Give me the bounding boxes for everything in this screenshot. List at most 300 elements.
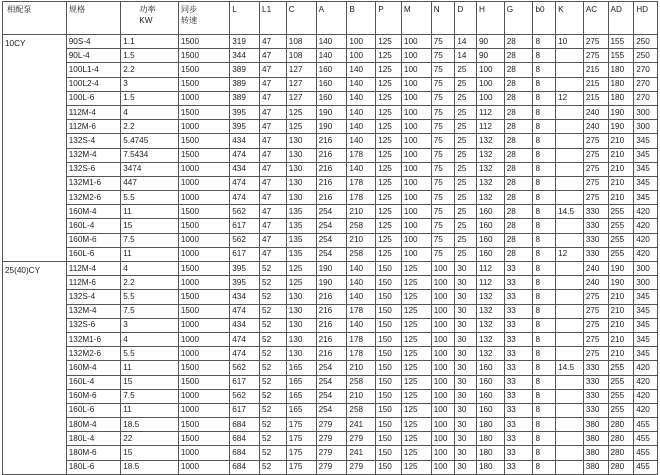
table-cell: 112 [476, 276, 504, 290]
table-cell: 125 [376, 134, 402, 148]
table-cell: 130 [286, 162, 316, 176]
table-cell: 241 [347, 418, 376, 432]
table-cell: 33 [504, 432, 533, 446]
table-cell: 160 [316, 91, 347, 105]
table-cell: 150 [376, 262, 402, 276]
column-header [583, 2, 608, 35]
table-cell: 150 [376, 403, 402, 417]
table-cell: 160 [476, 205, 504, 219]
table-cell: 210 [608, 134, 634, 148]
table-cell: 420 [634, 361, 658, 375]
table-cell: 125 [376, 176, 402, 190]
column-header [286, 2, 316, 35]
table-cell: 100 [401, 91, 431, 105]
table-row [3, 35, 658, 49]
table-cell: 130 [286, 347, 316, 361]
column-header [178, 2, 229, 35]
table-cell: 1500 [178, 49, 229, 63]
table-cell: 28 [504, 77, 533, 91]
table-cell: 1000 [178, 332, 229, 346]
table-cell: 617 [230, 247, 260, 261]
table-cell: 12 [556, 247, 584, 261]
table-cell: 300 [634, 262, 658, 276]
table-cell [556, 304, 584, 318]
table-cell: 270 [634, 77, 658, 91]
table-cell: 8 [533, 247, 556, 261]
table-cell: 180 [608, 77, 634, 91]
table-cell: 210 [347, 389, 376, 403]
table-cell: 210 [347, 205, 376, 219]
table-row [3, 247, 658, 261]
table-cell: 130 [286, 191, 316, 205]
table-cell: 100 [347, 49, 376, 63]
table-cell: 180M-4 [66, 418, 120, 432]
table-cell: 25 [455, 247, 477, 261]
table-cell: 330 [583, 247, 608, 261]
table-cell: 125 [286, 120, 316, 134]
table-cell: 140 [347, 120, 376, 134]
pump-model-cell: 25(40)CY [3, 262, 67, 475]
table-cell: 255 [608, 219, 634, 233]
table-cell: 275 [583, 148, 608, 162]
column-header-label: H [478, 5, 485, 14]
table-cell: 254 [316, 361, 347, 375]
table-cell: 112M-4 [66, 105, 120, 119]
table-cell: 125 [401, 276, 431, 290]
table-cell: 275 [583, 347, 608, 361]
table-cell: 1500 [178, 35, 229, 49]
table-cell: 47 [260, 176, 287, 190]
table-cell: 150 [376, 332, 402, 346]
table-cell: 47 [260, 105, 287, 119]
table-cell: 100 [431, 446, 455, 460]
table-cell: 112 [476, 105, 504, 119]
table-cell: 216 [316, 318, 347, 332]
table-cell: 25 [455, 162, 477, 176]
table-cell: 132 [476, 347, 504, 361]
table-cell: 100 [431, 318, 455, 332]
column-header [316, 2, 347, 35]
pump-model-cell: 10CY [3, 35, 67, 262]
table-cell: 175 [286, 432, 316, 446]
column-header [347, 2, 376, 35]
table-cell: 100L1-4 [66, 63, 120, 77]
table-cell: 135 [286, 205, 316, 219]
table-cell: 250 [634, 49, 658, 63]
table-cell: 254 [316, 375, 347, 389]
table-cell: 28 [504, 120, 533, 134]
table-cell: 52 [260, 389, 287, 403]
table-cell: 474 [230, 304, 260, 318]
table-cell: 100 [401, 233, 431, 247]
table-cell: 345 [634, 134, 658, 148]
table-cell: 434 [230, 318, 260, 332]
table-cell: 345 [634, 347, 658, 361]
table-cell: 132 [476, 318, 504, 332]
table-cell: 100 [431, 375, 455, 389]
table-cell: 180 [476, 460, 504, 474]
motor-dimension-table [2, 1, 658, 475]
table-cell: 165 [286, 403, 316, 417]
table-cell: 125 [376, 120, 402, 134]
table-cell: 254 [316, 389, 347, 403]
table-cell: 100 [431, 304, 455, 318]
table-cell: 250 [634, 35, 658, 49]
table-cell: 28 [504, 91, 533, 105]
table-cell: 562 [230, 233, 260, 247]
table-cell: 160 [476, 247, 504, 261]
table-cell [556, 63, 584, 77]
table-cell: 1000 [178, 162, 229, 176]
table-cell: 33 [504, 332, 533, 346]
table-cell: 52 [260, 276, 287, 290]
table-cell: 1000 [178, 318, 229, 332]
table-cell: 389 [230, 63, 260, 77]
table-cell [556, 460, 584, 474]
table-cell: 190 [316, 276, 347, 290]
table-cell [556, 446, 584, 460]
table-cell: 190 [608, 120, 634, 134]
table-cell: 75 [431, 219, 455, 233]
table-cell: 90 [476, 35, 504, 49]
table-cell: 275 [583, 290, 608, 304]
table-cell: 1.5 [121, 91, 179, 105]
table-cell: 389 [230, 91, 260, 105]
table-cell: 28 [504, 35, 533, 49]
table-cell: 30 [455, 446, 477, 460]
table-cell: 216 [316, 304, 347, 318]
table-cell: 240 [583, 276, 608, 290]
table-cell: 150 [376, 389, 402, 403]
table-cell: 75 [431, 35, 455, 49]
table-cell: 130 [286, 176, 316, 190]
table-cell: 210 [608, 162, 634, 176]
table-cell: 130 [286, 304, 316, 318]
table-row [3, 347, 658, 361]
column-header-label: 同步 [180, 5, 198, 14]
table-cell: 125 [401, 361, 431, 375]
table-row [3, 332, 658, 346]
table-cell: 25 [455, 91, 477, 105]
table-cell: 160L-4 [66, 375, 120, 389]
table-row [3, 91, 658, 105]
table-cell: 132 [476, 332, 504, 346]
table-cell: 75 [431, 162, 455, 176]
table-cell: 210 [608, 148, 634, 162]
table-cell: 420 [634, 205, 658, 219]
table-cell: 275 [583, 332, 608, 346]
table-cell: 8 [533, 432, 556, 446]
table-cell: 380 [583, 418, 608, 432]
table-cell: 25 [455, 219, 477, 233]
table-cell: 8 [533, 105, 556, 119]
table-cell: 125 [401, 446, 431, 460]
table-cell: 132M-4 [66, 148, 120, 162]
table-cell: 52 [260, 347, 287, 361]
table-cell: 140 [347, 91, 376, 105]
column-header [260, 2, 287, 35]
table-cell: 474 [230, 332, 260, 346]
table-cell: 100 [401, 148, 431, 162]
table-cell: 132 [476, 176, 504, 190]
table-cell: 395 [230, 276, 260, 290]
table-cell: 155 [608, 49, 634, 63]
table-cell: 617 [230, 219, 260, 233]
table-cell: 33 [504, 446, 533, 460]
table-cell: 33 [504, 262, 533, 276]
column-header [431, 2, 455, 35]
table-cell: 125 [286, 276, 316, 290]
table-cell: 75 [431, 63, 455, 77]
table-cell: 25 [455, 233, 477, 247]
table-row [3, 162, 658, 176]
table-cell: 279 [316, 460, 347, 474]
table-cell: 240 [583, 120, 608, 134]
table-cell: 270 [634, 91, 658, 105]
table-cell: 15 [121, 219, 179, 233]
table-cell [556, 332, 584, 346]
table-cell: 30 [455, 332, 477, 346]
table-cell: 108 [286, 49, 316, 63]
table-cell: 395 [230, 105, 260, 119]
table-cell: 2.2 [121, 120, 179, 134]
table-cell: 280 [608, 418, 634, 432]
table-cell: 279 [347, 432, 376, 446]
table-cell: 22 [121, 432, 179, 446]
table-cell: 160M-4 [66, 361, 120, 375]
table-cell: 180M-6 [66, 446, 120, 460]
column-header-label: KW [139, 16, 153, 25]
table-cell: 25 [455, 134, 477, 148]
table-container [2, 1, 658, 475]
table-cell: 15 [121, 446, 179, 460]
table-cell: 160 [476, 389, 504, 403]
column-header-label: D [457, 5, 464, 14]
table-cell: 125 [376, 49, 402, 63]
column-header-label: AC [585, 5, 598, 14]
table-cell: 112 [476, 120, 504, 134]
table-cell: 150 [376, 375, 402, 389]
table-cell: 190 [608, 105, 634, 119]
table-cell: 300 [634, 105, 658, 119]
table-cell: 130 [286, 148, 316, 162]
table-cell: 100 [431, 432, 455, 446]
table-cell: 150 [376, 460, 402, 474]
table-cell [556, 389, 584, 403]
column-header-label: 功率 [139, 5, 156, 14]
table-cell: 52 [260, 332, 287, 346]
table-cell: 344 [230, 49, 260, 63]
table-cell: 160M-6 [66, 389, 120, 403]
table-cell: 52 [260, 290, 287, 304]
table-row [3, 49, 658, 63]
table-cell: 8 [533, 77, 556, 91]
table-cell: 150 [376, 318, 402, 332]
column-header [476, 2, 504, 35]
table-cell: 380 [583, 432, 608, 446]
table-cell: 25 [455, 148, 477, 162]
table-cell: 132S-4 [66, 290, 120, 304]
table-cell: 455 [634, 460, 658, 474]
table-cell: 684 [230, 418, 260, 432]
table-cell: 617 [230, 403, 260, 417]
table-cell: 125 [376, 77, 402, 91]
table-cell: 140 [347, 276, 376, 290]
table-cell: 33 [504, 304, 533, 318]
table-cell: 160 [316, 63, 347, 77]
table-cell: 150 [376, 304, 402, 318]
table-cell: 132 [476, 290, 504, 304]
table-cell: 100 [401, 63, 431, 77]
table-cell: 47 [260, 91, 287, 105]
table-cell: 562 [230, 361, 260, 375]
table-cell: 175 [286, 446, 316, 460]
table-cell: 125 [376, 148, 402, 162]
table-cell: 140 [347, 134, 376, 148]
table-cell: 30 [455, 460, 477, 474]
table-cell: 8 [533, 290, 556, 304]
table-cell: 455 [634, 418, 658, 432]
table-cell: 8 [533, 35, 556, 49]
table-cell: 8 [533, 162, 556, 176]
table-cell: 30 [455, 403, 477, 417]
table-cell: 125 [401, 262, 431, 276]
table-cell: 165 [286, 375, 316, 389]
table-cell: 132M2-6 [66, 347, 120, 361]
table-cell: 25 [455, 77, 477, 91]
table-cell: 160 [476, 219, 504, 233]
table-cell: 8 [533, 276, 556, 290]
table-cell: 210 [608, 347, 634, 361]
table-cell: 5.5 [121, 191, 179, 205]
table-cell: 100 [431, 361, 455, 375]
table-cell: 1000 [178, 389, 229, 403]
table-cell: 1000 [178, 247, 229, 261]
table-cell: 132 [476, 191, 504, 205]
column-header [504, 2, 533, 35]
table-cell: 125 [286, 262, 316, 276]
table-cell: 14 [455, 35, 477, 49]
table-cell: 18.5 [121, 418, 179, 432]
table-cell: 125 [401, 432, 431, 446]
table-cell: 180 [608, 63, 634, 77]
table-cell: 210 [608, 176, 634, 190]
table-cell: 150 [376, 432, 402, 446]
table-cell: 140 [316, 49, 347, 63]
table-cell: 216 [316, 176, 347, 190]
table-cell: 684 [230, 432, 260, 446]
table-cell: 7.5 [121, 233, 179, 247]
table-cell: 112M-4 [66, 262, 120, 276]
table-cell: 52 [260, 403, 287, 417]
table-row [3, 105, 658, 119]
table-cell: 100L-6 [66, 91, 120, 105]
table-cell [556, 318, 584, 332]
table-cell: 395 [230, 262, 260, 276]
table-cell: 330 [583, 219, 608, 233]
table-cell [556, 233, 584, 247]
table-cell: 455 [634, 432, 658, 446]
table-cell: 100 [431, 347, 455, 361]
table-cell: 447 [121, 176, 179, 190]
table-cell: 30 [455, 347, 477, 361]
table-row [3, 63, 658, 77]
table-cell: 258 [347, 375, 376, 389]
table-cell: 8 [533, 205, 556, 219]
table-cell: 178 [347, 347, 376, 361]
table-cell: 75 [431, 91, 455, 105]
table-cell: 52 [260, 361, 287, 375]
table-cell: 25 [455, 63, 477, 77]
table-cell: 254 [316, 403, 347, 417]
table-cell: 100 [401, 49, 431, 63]
table-cell: 100 [401, 134, 431, 148]
table-cell: 210 [347, 233, 376, 247]
table-cell: 1500 [178, 304, 229, 318]
table-cell: 100 [431, 460, 455, 474]
table-cell: 4 [121, 105, 179, 119]
table-cell: 8 [533, 403, 556, 417]
table-cell: 160M-4 [66, 205, 120, 219]
table-row [3, 375, 658, 389]
table-cell: 275 [583, 318, 608, 332]
table-cell: 25 [455, 176, 477, 190]
table-cell: 216 [316, 162, 347, 176]
table-cell: 33 [504, 276, 533, 290]
table-cell: 100 [431, 418, 455, 432]
table-cell: 254 [316, 219, 347, 233]
table-cell: 178 [347, 176, 376, 190]
table-cell: 160 [476, 361, 504, 375]
table-cell: 47 [260, 49, 287, 63]
table-cell: 345 [634, 318, 658, 332]
column-header-label: B [349, 5, 355, 14]
table-cell: 140 [347, 63, 376, 77]
table-cell: 150 [376, 290, 402, 304]
table-cell: 47 [260, 35, 287, 49]
table-cell: 1500 [178, 205, 229, 219]
table-cell: 160 [476, 233, 504, 247]
table-cell: 1.5 [121, 49, 179, 63]
column-header-label: AD [610, 5, 622, 14]
table-cell [556, 49, 584, 63]
table-cell [556, 432, 584, 446]
table-row [3, 318, 658, 332]
table-cell: 4 [121, 332, 179, 346]
table-cell: 160L-6 [66, 247, 120, 261]
table-cell: 150 [376, 276, 402, 290]
table-cell: 2.2 [121, 276, 179, 290]
table-row [3, 219, 658, 233]
table-cell [556, 276, 584, 290]
table-cell: 275 [583, 35, 608, 49]
table-cell: 11 [121, 361, 179, 375]
column-header [401, 2, 431, 35]
table-cell: 279 [316, 446, 347, 460]
column-header [66, 2, 120, 35]
table-cell: 1000 [178, 276, 229, 290]
column-header [455, 2, 477, 35]
table-cell: 190 [316, 105, 347, 119]
table-cell: 125 [401, 403, 431, 417]
table-row [3, 304, 658, 318]
table-cell: 25 [455, 105, 477, 119]
table-cell: 474 [230, 191, 260, 205]
table-cell: 420 [634, 389, 658, 403]
table-cell: 140 [347, 318, 376, 332]
column-header-label: 相配泵 [7, 5, 32, 14]
table-cell: 90S-4 [66, 35, 120, 49]
